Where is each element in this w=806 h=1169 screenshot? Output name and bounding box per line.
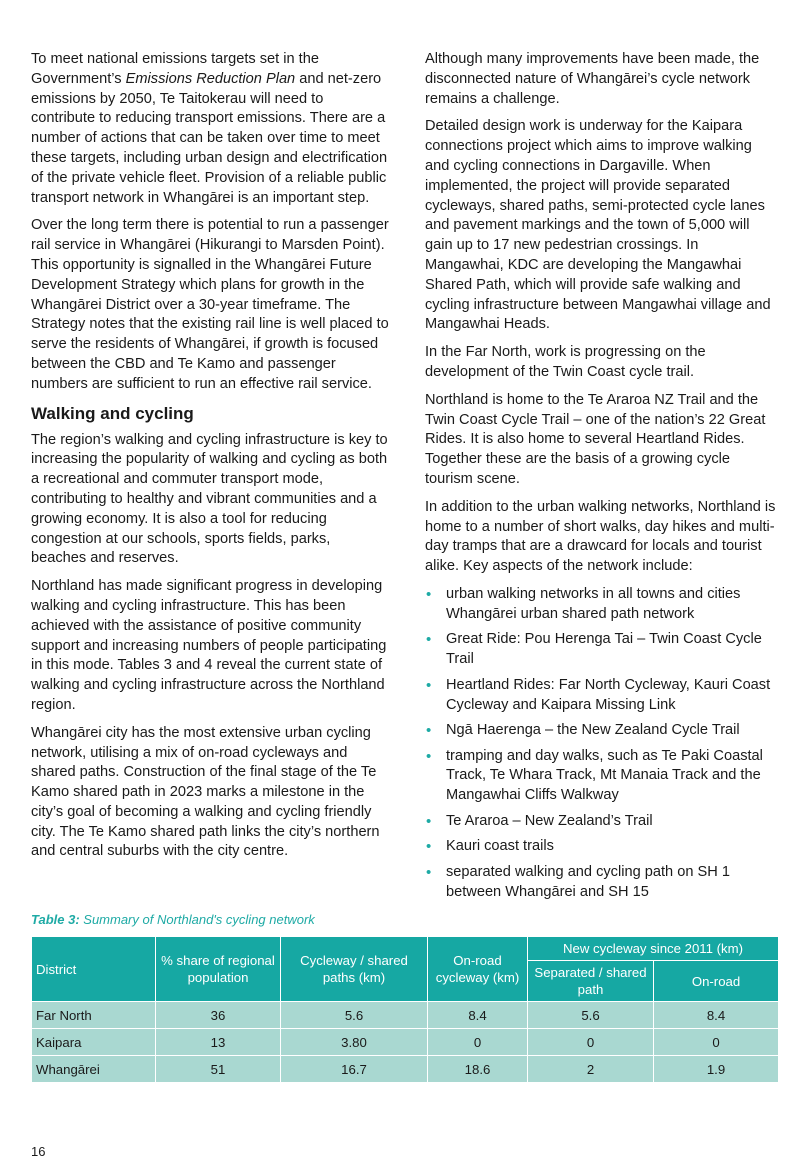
table-cell: 5.6 (528, 1002, 654, 1029)
list-item: • Ngā Haerenga – the New Zealand Cycle Trail (426, 722, 740, 740)
header-district: District (32, 937, 156, 1002)
network-bullet-list (425, 585, 777, 903)
emissions-text-a: To meet national emissions targets set in the Government’s (31, 51, 319, 87)
list-item: • tramping and day walks, such as Te Paki Coastal Track, Te Whara Track, Mt Manaia Track and the Mangawhai Cliffs Walkway (426, 747, 763, 804)
list-item: • Great Ride: Pou Herenga Tai – Twin Coast Cycle Trail (426, 631, 762, 668)
page-number: 16 (31, 1144, 46, 1159)
header-new-onroad: On-road (654, 961, 779, 1002)
header-new-cycleway-group: New cycleway since 2011 (km) (528, 937, 779, 961)
header-cycleway-shared: Cycleway / shared paths (km) (281, 937, 428, 1002)
walks-paragraph: In addition to the urban walking networks, Northland is home to a number of short walks, day hikes and multi-day tramps that are a drawcard for locals and tourist alike. Key aspects of the network include: (425, 498, 776, 575)
emissions-text-b: and net-zero emissions by 2050, Te Taitokerau will need to contribute to reducing transport emissions. There are a number of actions that can be taken over time to meet these targets, including urban design and electrification of the private vehicle fleet. Provision of a reliable public transport network in Whangārei is an important step. (31, 70, 388, 206)
list-item: • urban walking networks in all towns and cities Whangārei urban shared path network (426, 585, 741, 622)
table-cell: 51 (156, 1056, 281, 1083)
table-cell: 2 (528, 1056, 654, 1083)
bullet-icon: • (426, 812, 432, 830)
table-caption (31, 912, 315, 927)
bullet-icon: • (426, 747, 432, 765)
progress-paragraph: Northland has made significant progress in developing walking and cycling infrastructure. This has been achieved with the assistance of positive community support and increasing numbers of people participating in this mode. Tables 3 and 4 reveal the current state of walking and cycling infrastructure across the Northland region. (31, 578, 387, 713)
header-separated-shared: Separated / shared path (528, 961, 654, 1002)
bullet-icon: • (426, 722, 432, 740)
table-cell: 1.9 (654, 1056, 779, 1083)
table-cell: 13 (156, 1029, 281, 1056)
list-item: • Kauri coast trails (426, 838, 554, 856)
table-caption-text: Summary of Northland's cycling network (79, 912, 315, 927)
right-column (425, 50, 777, 908)
bullet-icon: • (426, 864, 432, 882)
table-row (32, 1002, 779, 1029)
header-population-share: % share of regional population (156, 937, 281, 1002)
emissions-paragraph (31, 50, 389, 208)
table-row (32, 1056, 779, 1083)
table-cell: 8.4 (654, 1002, 779, 1029)
list-item: • Heartland Rides: Far North Cycleway, Kauri Coast Cycleway and Kaipara Missing Link (426, 676, 771, 713)
far-north-paragraph: In the Far North, work is progressing on the development of the Twin Coast cycle trail. (425, 344, 706, 380)
table-cell: Kaipara (32, 1029, 156, 1056)
table-cell: 3.80 (281, 1029, 428, 1056)
table-row (32, 1029, 779, 1056)
improvements-paragraph: Although many improvements have been made, the disconnected nature of Whangārei’s cycle network remains a challenge. (425, 51, 760, 107)
left-column (31, 50, 389, 870)
table-cell: 0 (654, 1029, 779, 1056)
cycling-network-table (31, 936, 779, 1083)
walking-cycling-heading: Walking and cycling (31, 403, 194, 423)
table-caption-label: Table 3: (31, 912, 80, 927)
bullet-icon: • (426, 676, 432, 694)
table-cell: Whangārei (32, 1056, 156, 1083)
trails-paragraph: Northland is home to the Te Araroa NZ Trail and the Twin Coast Cycle Trail – one of the nation’s 22 Great Rides. It is also home to several Heartland Rides. Together these are the basis of a growing cycle tourism scene. (425, 391, 766, 487)
bullet-icon: • (426, 838, 432, 856)
bullet-icon: • (426, 631, 432, 649)
table-header-row (32, 937, 779, 961)
emissions-plan-title: Emissions Reduction Plan (125, 70, 296, 87)
list-item: • Te Araroa – New Zealand’s Trail (426, 812, 653, 830)
table-cell: 16.7 (281, 1056, 428, 1083)
table-cell: 18.6 (428, 1056, 528, 1083)
rail-paragraph: Over the long term there is potential to run a passenger rail service in Whangārei (Hikurangi to Marsden Point). This opportunity is signalled in the Whangārei Future Development Strategy which plans for growth in the Whangārei District over a 30-year timeframe. The Strategy notes that the existing rail line is well placed to serve the residents of Whangārei, if growth is focused between the CBD and Te Kamo and passenger numbers are sufficient to run an effective rail service. (31, 217, 389, 392)
table-cell: 8.4 (428, 1002, 528, 1029)
header-onroad-cycleway: On-road cycleway (km) (428, 937, 528, 1002)
table-cell: 0 (428, 1029, 528, 1056)
whangarei-network-paragraph: Whangārei city has the most extensive urban cycling network, utilising a mix of on-road cycleways and shared paths. Construction of the final stage of the Te Kamo shared path in 2023 marks a milestone in the city’s goal of becoming a walking and cycling friendly city. The Te Kamo shared path links the city’s northern and central suburbs with the city centre. (31, 724, 380, 860)
table-cell: Far North (32, 1002, 156, 1029)
list-item: • separated walking and cycling path on SH 1 between Whangārei and SH 15 (426, 864, 730, 900)
infrastructure-paragraph: The region’s walking and cycling infrastructure is key to increasing the popularity of walking and cycling as both a recreational and commuter transport mode, contributing to healthy and vibrant communities and a growing economy. It is also a tool for reducing congestion at our schools, sports fields, parks, beaches and reserves. (31, 431, 388, 567)
table-cell: 5.6 (281, 1002, 428, 1029)
table-cell: 36 (156, 1002, 281, 1029)
table-cell: 0 (528, 1029, 654, 1056)
bullet-icon: • (426, 585, 432, 603)
kaipara-paragraph: Detailed design work is underway for the Kaipara connections project which aims to improve walking and cycling connections in Dargaville. When implemented, the project will provide separated cycleways, shared paths, semi-protected cycle lanes and pavement markings and the town of 5,000 will gain up to 17 new pedestrian crossings. In Mangawhai, KDC are developing the Mangawhai Shared Path, which will provide safe walking and cycling infrastructure between Mangawhai village and Mangawhai Heads. (425, 118, 771, 333)
